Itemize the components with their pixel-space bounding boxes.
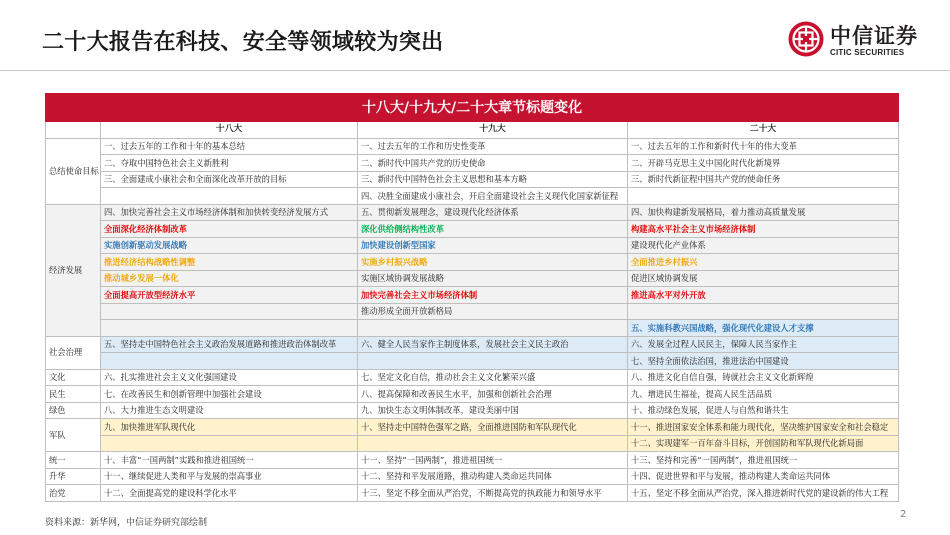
empty-cell (101, 188, 358, 205)
cell-19th: 五、贯彻新发展理念，建设现代化经济体系 (358, 204, 628, 221)
header-divider (0, 70, 950, 71)
cell-18th: 十一、继续促进人类和平与发展的崇高事业 (101, 468, 358, 485)
cell-20th: 推进高水平对外开放 (628, 287, 899, 304)
column-header-20th: 二十大 (628, 122, 899, 139)
cell-18th: 推进经济结构战略性调整 (101, 254, 358, 271)
category-label-governance: 社会治理 (46, 336, 101, 369)
cell-20th: 八、推进文化自信自强，铸就社会主义文化新辉煌 (628, 369, 899, 386)
cell-19th: 十三、坚定不移全面从严治党，不断提高党的执政能力和领导水平 (358, 485, 628, 502)
column-header-18th: 十八大 (101, 122, 358, 139)
category-label-sublimation: 升华 (46, 468, 101, 485)
cell-19th: 八、提高保障和改善民生水平，加强和创新社会治理 (358, 386, 628, 403)
cell-20th: 十三、坚持和完善“一国两制”，推进祖国统一 (628, 452, 899, 469)
cell-18th: 八、大力推进生态文明建设 (101, 402, 358, 419)
table-row (46, 468, 899, 485)
empty-cell (358, 435, 628, 452)
brand-logo (788, 20, 938, 62)
source-note: 资料来源：新华网，中信证券研究部绘制 (45, 518, 208, 528)
empty-cell (358, 353, 628, 370)
table-row (46, 336, 899, 353)
category-label-unification: 统一 (46, 452, 101, 469)
empty-cell (628, 188, 899, 205)
cell-19th: 九、加快生态文明体制改革，建设美丽中国 (358, 402, 628, 419)
cell-18th: 七、在改善民生和创新管理中加强社会建设 (101, 386, 358, 403)
empty-cell (101, 303, 358, 320)
table-row (46, 204, 899, 221)
table-row (46, 155, 899, 172)
empty-cell (101, 320, 358, 337)
table-row (46, 254, 899, 271)
category-label-culture: 文化 (46, 369, 101, 386)
cell-20th: 十四、促进世界和平与发展，推动构建人类命运共同体 (628, 468, 899, 485)
cell-18th: 十二、全面提高党的建设科学化水平 (101, 485, 358, 502)
category-label-military: 军队 (46, 419, 101, 452)
cell-18th: 推动城乡发展一体化 (101, 270, 358, 287)
category-label-party: 治党 (46, 485, 101, 502)
cell-20th: 促进区域协调发展 (628, 270, 899, 287)
cell-19th: 深化供给侧结构性改革 (358, 221, 628, 238)
page-number: 2 (900, 509, 907, 520)
category-column-header (46, 122, 101, 139)
cell-20th: 六、发展全过程人民民主，保障人民当家作主 (628, 336, 899, 353)
category-label-economy: 经济发展 (46, 204, 101, 336)
category-label-livelihood: 民生 (46, 386, 101, 403)
cell-18th: 二、夺取中国特色社会主义新胜利 (101, 155, 358, 172)
cell-20th: 十、推动绿色发展，促进人与自然和谐共生 (628, 402, 899, 419)
cell-20th: 全面推进乡村振兴 (628, 254, 899, 271)
cell-18th: 五、坚持走中国特色社会主义政治发展道路和推进政治体制改革 (101, 336, 358, 353)
cell-20th: 十一、推进国家安全体系和能力现代化，坚决维护国家安全和社会稳定 (628, 419, 899, 436)
table-row (46, 485, 899, 502)
cell-20th: 构建高水平社会主义市场经济体制 (628, 221, 899, 238)
cell-19th: 十二、坚持和平发展道路，推动构建人类命运共同体 (358, 468, 628, 485)
cell-19th: 一、过去五年的工作和历史性变革 (358, 138, 628, 155)
cell-19th: 推动形成全面开放新格局 (358, 303, 628, 320)
cell-20th-highlight: 五、实施科教兴国战略，强化现代化建设人才支撑 (628, 320, 899, 337)
slide-title: 二十大报告在科技、安全等领域较为突出 (42, 30, 444, 55)
cell-20th: 一、过去五年的工作和新时代十年的伟大变革 (628, 138, 899, 155)
column-header-19th: 十九大 (358, 122, 628, 139)
cell-19th: 实施区域协调发展战略 (358, 270, 628, 287)
citic-logo-icon (788, 21, 824, 57)
empty-cell (101, 353, 358, 370)
cell-20th: 七、坚持全面依法治国，推进法治中国建设 (628, 353, 899, 370)
cell-19th: 二、新时代中国共产党的历史使命 (358, 155, 628, 172)
cell-19th: 加快完善社会主义市场经济体制 (358, 287, 628, 304)
cell-19th: 七、坚定文化自信，推动社会主义文化繁荣兴盛 (358, 369, 628, 386)
table-title-row (46, 94, 899, 122)
table-row (46, 221, 899, 238)
cell-19th: 四、决胜全面建成小康社会，开启全面建设社会主义现代化国家新征程 (358, 188, 628, 205)
cell-18th: 全面提高开放型经济水平 (101, 287, 358, 304)
cell-19th: 六、健全人民当家作主制度体系，发展社会主义民主政治 (358, 336, 628, 353)
cell-18th: 十、丰富“一国两制”实践和推进祖国统一 (101, 452, 358, 469)
table-row (46, 270, 899, 287)
cell-18th: 全面深化经济体制改革 (101, 221, 358, 238)
empty-cell (358, 320, 628, 337)
cell-19th: 十、坚持走中国特色强军之路，全面推进国防和军队现代化 (358, 419, 628, 436)
cell-19th: 加快建设创新型国家 (358, 237, 628, 254)
cell-20th: 十二、实现建军一百年奋斗目标，开创国防和军队现代化新局面 (628, 435, 899, 452)
cell-20th: 四、加快构建新发展格局，着力推动高质量发展 (628, 204, 899, 221)
empty-cell (628, 303, 899, 320)
cell-18th: 九、加快推进军队现代化 (101, 419, 358, 436)
cell-20th: 建设现代化产业体系 (628, 237, 899, 254)
table-row (46, 320, 899, 337)
cell-18th: 四、加快完善社会主义市场经济体制和加快转变经济发展方式 (101, 204, 358, 221)
table-row (46, 303, 899, 320)
table-row (46, 237, 899, 254)
cell-18th: 一、过去五年的工作和十年的基本总结 (101, 138, 358, 155)
table-row (46, 435, 899, 452)
cell-20th: 三、新时代新征程中国共产党的使命任务 (628, 171, 899, 188)
table-row (46, 353, 899, 370)
brand-name-cn: 中信证券 (830, 24, 918, 48)
table-row (46, 171, 899, 188)
table-row (46, 287, 899, 304)
cell-19th: 三、新时代中国特色社会主义思想和基本方略 (358, 171, 628, 188)
cell-20th: 二、开辟马克思主义中国化时代化新境界 (628, 155, 899, 172)
cell-19th: 实施乡村振兴战略 (358, 254, 628, 271)
table-title: 十八大/十九大/二十大章节标题变化 (46, 94, 899, 122)
table-row (46, 452, 899, 469)
cell-20th: 九、增进民生福祉，提高人民生活品质 (628, 386, 899, 403)
table-row (46, 369, 899, 386)
table-row (46, 419, 899, 436)
cell-20th: 十五、坚定不移全面从严治党，深入推进新时代党的建设新的伟大工程 (628, 485, 899, 502)
table-row (46, 188, 899, 205)
comparison-table (45, 93, 899, 502)
category-label-green: 绿色 (46, 402, 101, 419)
table-row (46, 402, 899, 419)
category-label-summary: 总结使命目标 (46, 138, 101, 204)
table-row (46, 138, 899, 155)
empty-cell (101, 435, 358, 452)
cell-18th: 三、全面建成小康社会和全面深化改革开放的目标 (101, 171, 358, 188)
table-row (46, 386, 899, 403)
column-header-row (46, 122, 899, 139)
brand-name-en: CITIC SECURITIES (830, 48, 905, 57)
cell-18th: 实施创新驱动发展战略 (101, 237, 358, 254)
cell-18th: 六、扎实推进社会主义文化强国建设 (101, 369, 358, 386)
cell-19th: 十一、坚持“一国两制”，推进祖国统一 (358, 452, 628, 469)
